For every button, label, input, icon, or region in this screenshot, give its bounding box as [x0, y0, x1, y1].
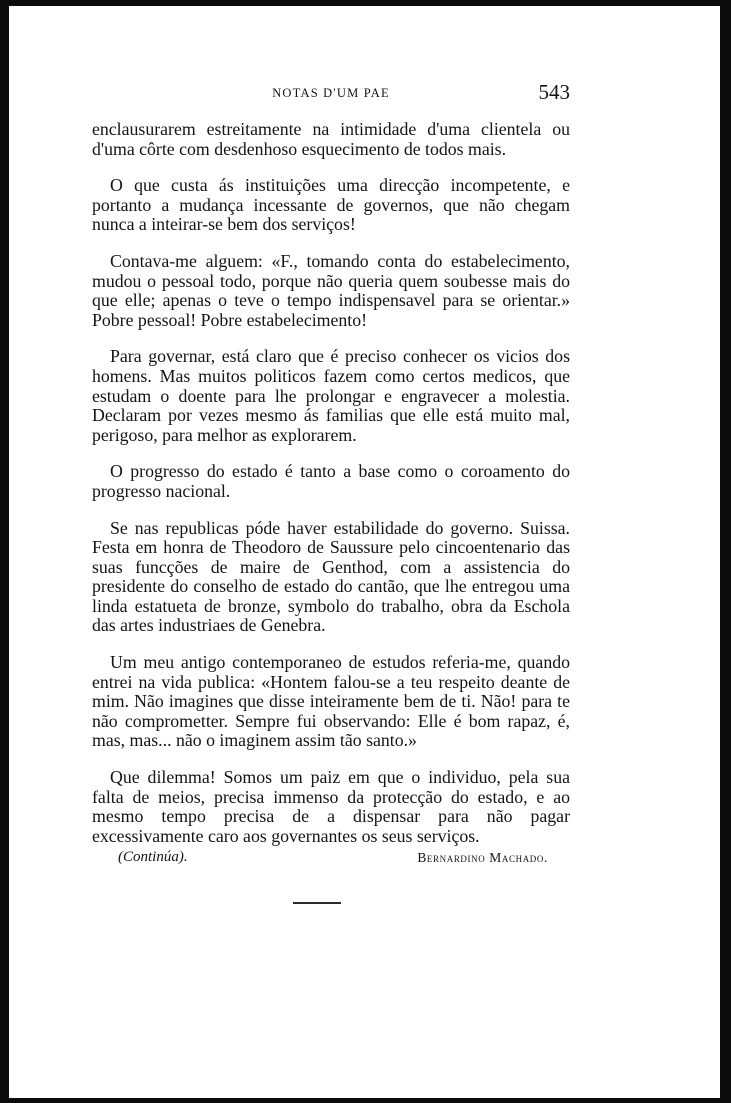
paragraph-5: O progresso do estado é tanto a base como o coroamento do progresso nacional. — [92, 461, 570, 501]
continued-note: (Continúa). — [118, 849, 188, 865]
scan-border-bottom — [0, 1098, 731, 1103]
running-head: NOTAS D'UM PAE — [272, 86, 390, 100]
paragraph-3: Contava-me alguem: «F., tomando conta do estabelecimento, mudou o pessoal todo, porque não queria quem soubesse mais do que elle; apenas o teve o tempo indispensavel para se orientar.» Pobre pessoal! Pobre estabelecimento! — [92, 250, 570, 330]
paragraph-4: Para governar, está claro que é preciso conhecer os vicios dos homens. Mas muitos politicos fazem como certos medicos, que estudam o doente para lhe prolongar e engravecer a molestia. Declaram por vezes mesmo ás familias que elle está muito mal, perigoso, para melhor as explorarem. — [92, 346, 570, 445]
paragraph-6: Se nas republicas póde haver estabilidade do governo. Suissa. Festa em honra de Theodoro de Saussure pelo cincoentenario das suas funcções de maire de Genthod, com a assistencia do presidente do conselho de estado do cantão, que lhe entregou uma linda estatueta de bronze, symbolo do trabalho, obra da Eschola das artes industriaes de Genebra. — [92, 517, 570, 636]
scan-border-left — [0, 0, 9, 1103]
paragraph-8: Que dilemma! Somos um paiz em que o individuo, pela sua falta de meios, precisa immenso da protecção do estado, e ao mesmo tempo precisa de a dispensar para não pagar excessivamente caro aos governantes os seus serviços. — [92, 767, 570, 846]
paragraph-1: enclausurarem estreitamente na intimidade d'uma clientela ou d'uma côrte com desdenhoso esquecimento de todos mais. — [92, 119, 570, 159]
author-signature: Bernardino Machado. — [417, 850, 548, 865]
paragraph-2: O que custa ás instituições uma direcção incompetente, e portanto a mudança incessante de governos, que não chegam nunca a inteirar-se bem dos serviços! — [92, 175, 570, 235]
body-text — [92, 120, 570, 863]
scan-border-top — [0, 0, 731, 6]
section-rule — [293, 902, 341, 904]
page-header — [92, 80, 570, 110]
scan-border-right — [720, 0, 731, 1103]
paragraph-7: Um meu antigo contemporaneo de estudos referia-me, quando entrei na vida publica: «Hontem falou-se a teu respeito deante de mim. Não imagines que disse inteiramente bem de ti. Não! para te não comprometter. Sempre fui observando: Elle é bom rapaz, é, mas, mas... não o imaginem assim tão santo.» — [92, 652, 570, 751]
page-number: 543 — [538, 80, 570, 104]
